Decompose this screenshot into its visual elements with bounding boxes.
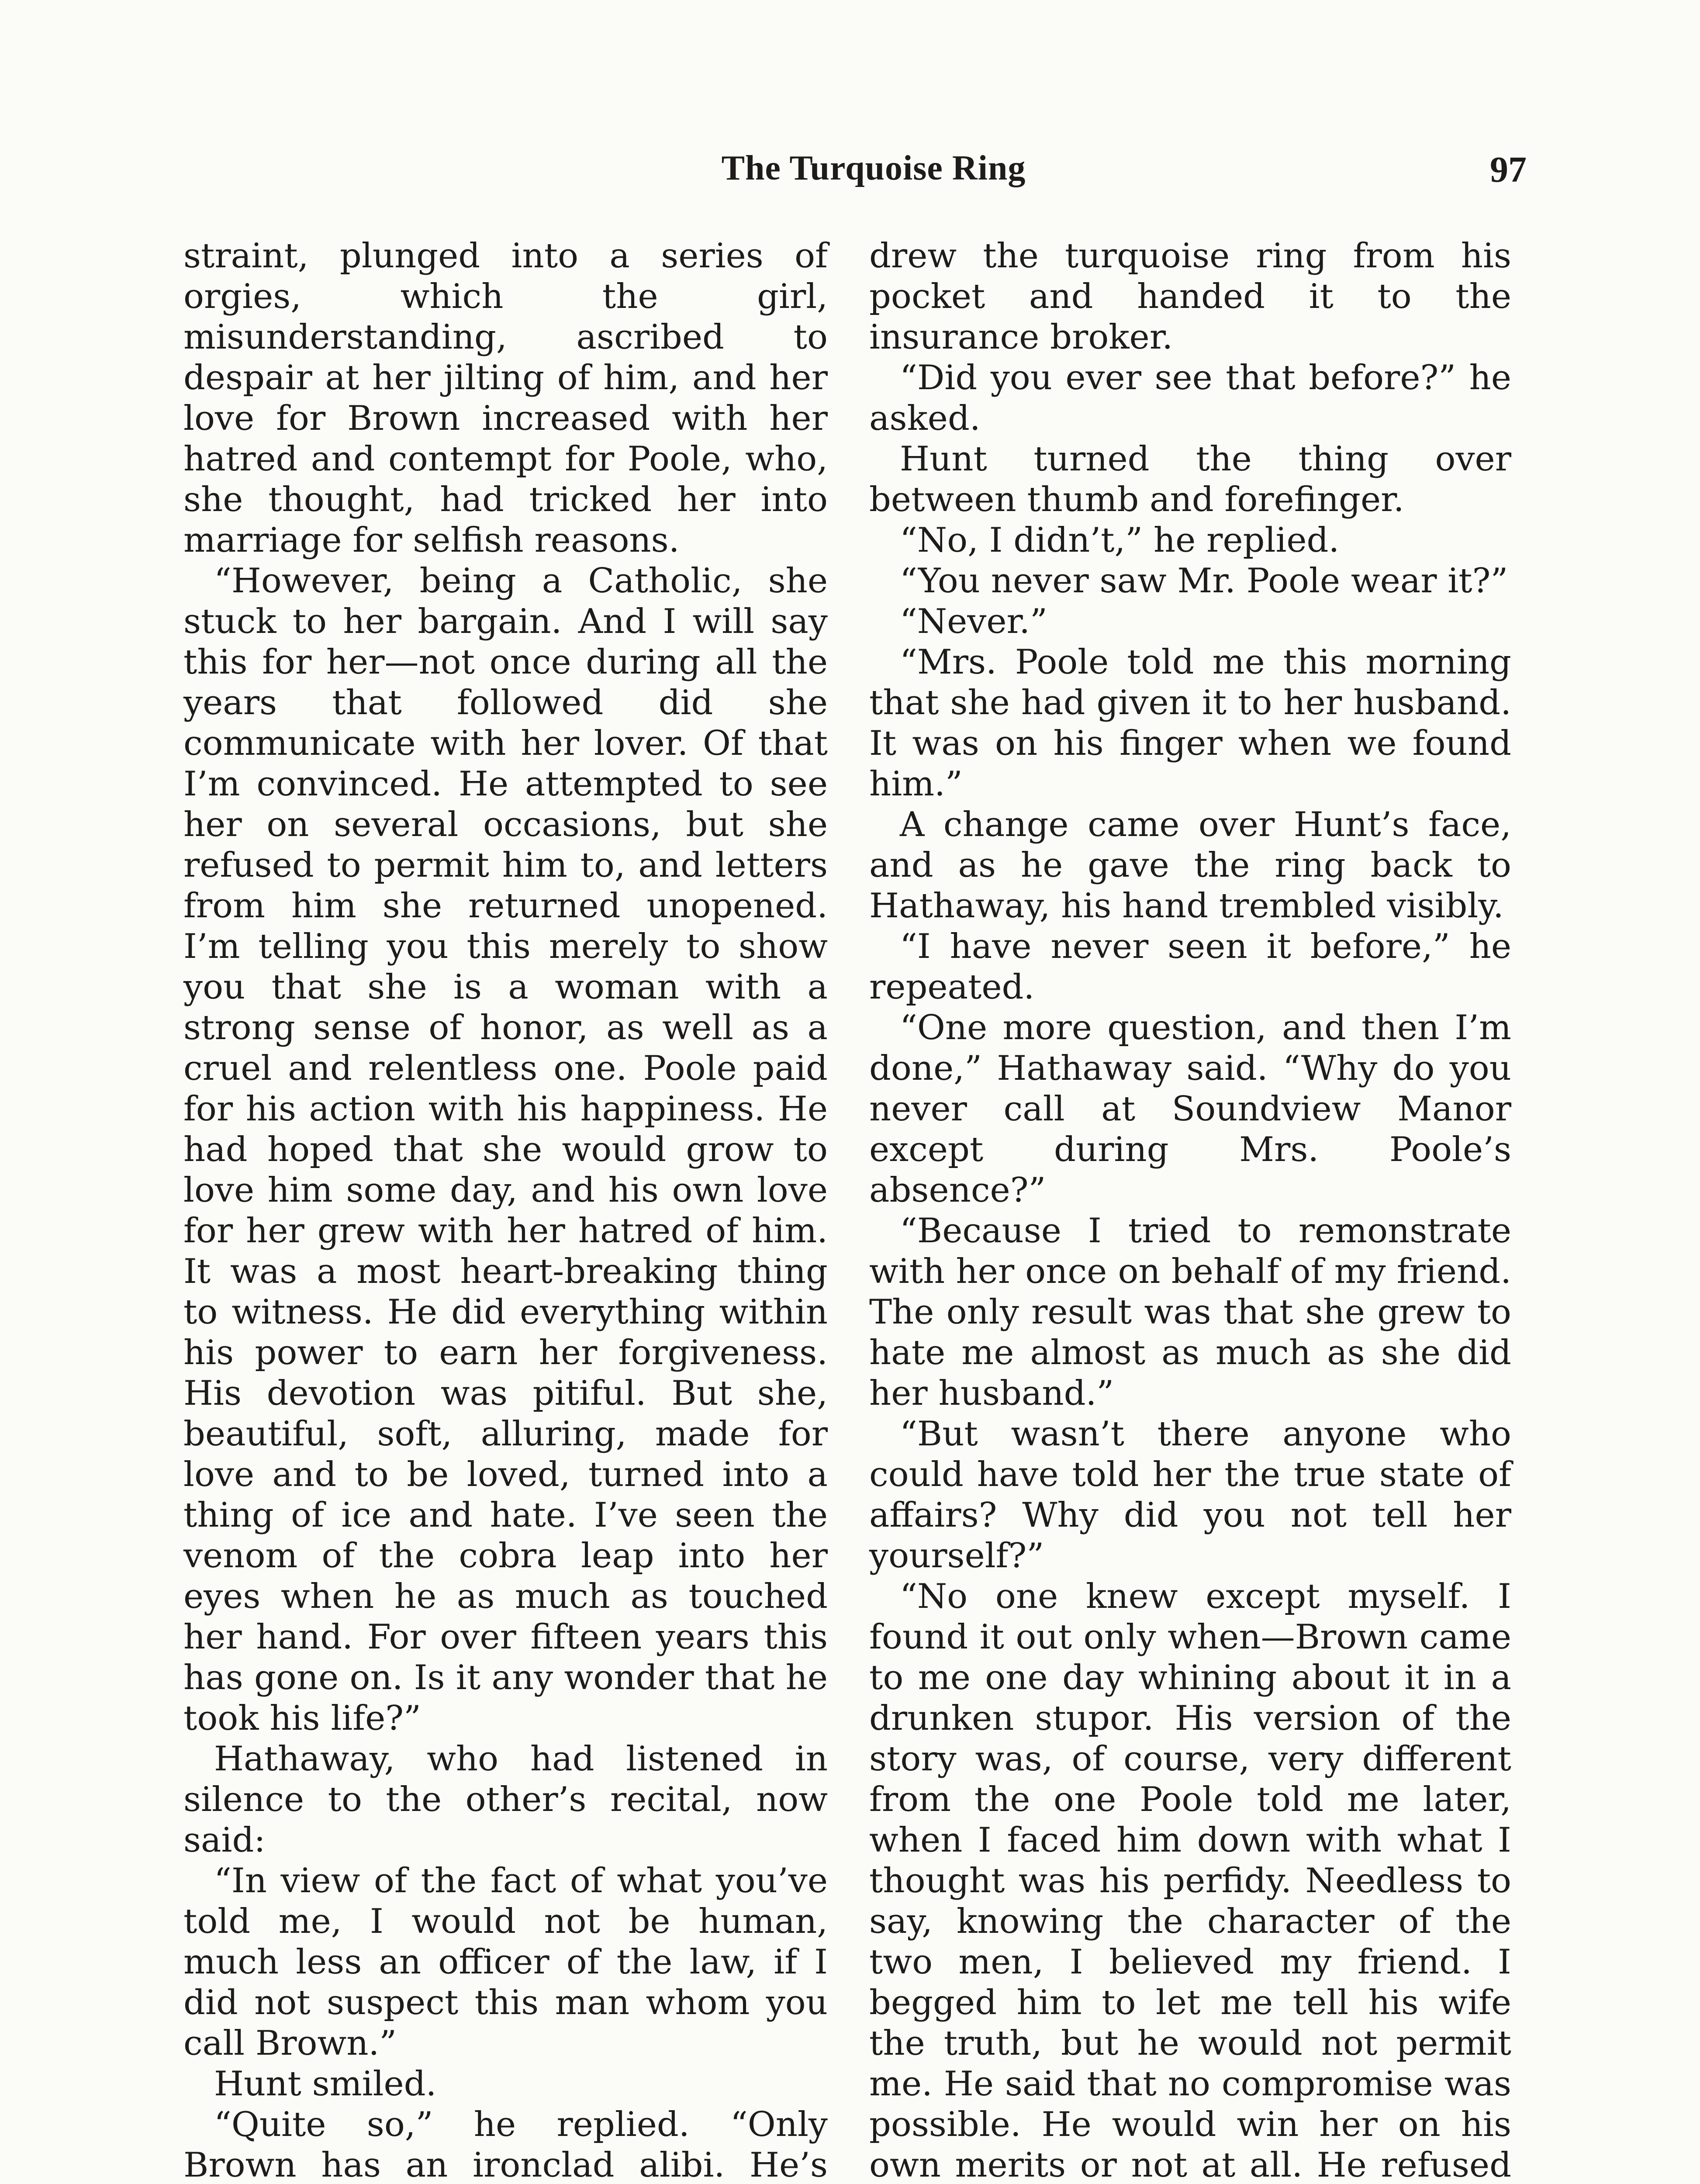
paragraph: A change came over Hunt’s face, and as he gave the ring back to Hathaway, his hand trembled visibly. <box>869 805 1511 926</box>
paragraph: “You never saw Mr. Poole wear it?” <box>900 561 1508 601</box>
paragraph: “Because I tried to remonstrate with her once on behalf of my friend. The only result was that she grew to hate me almost as much as she did her husband.” <box>869 1211 1511 1413</box>
paragraph: “Never.” <box>900 602 1047 641</box>
paragraph: Hathaway, who had listened in silence to the other’s recital, now said: <box>183 1739 828 1860</box>
paragraph: “No, I didn’t,” he replied. <box>900 521 1340 560</box>
paragraph: “However, being a Catholic, she stuck to her bargain. And I will say this for her—not once during all the years that followed did she communicate with her lover. Of that I’m convinced. He attempted to see her on several occasions, but she refused to permit him to, and letters from him she returned unopened. I’m telling you this merely to show you that she is a woman with a strong sense of honor, as well as a cruel and relentless one. Poole paid for his action with his happiness. He had hoped that she would grow to love him some day, and his own love for her grew with her hatred of him. It was a most heart-breaking thing to witness. He did everything within his power to earn her forgiveness. His devotion was pitiful. But she, beautiful, soft, alluring, made for love and to be loved, turned into a thing of ice and hate. I’ve seen the venom of the cobra leap into her eyes when he as much as touched her hand. For over fifteen years this has gone on. Is it any wonder that he took his life?” <box>183 561 828 1738</box>
paragraph: “No one knew except myself. I found it out only when—Brown came to me one day whining about it in a drunken stupor. His version of the story was, of course, very different from the one Poole told me later, when I faced him down with what I thought was his perfidy. Needless to say, knowing the character of the two men, I believed my friend. I begged him to let me tell his wife the truth, but he would not permit me. He said that no compromise was possible. He would win her on his own merits or not at all. He refused <box>869 1577 1511 2184</box>
paragraph: “Quite so,” he replied. “Only Brown has an ironclad alibi. He’s <box>183 2105 828 2184</box>
page-number: 97 <box>1490 149 1527 190</box>
paragraph: “In view of the fact of what you’ve told me, I would not be human, much less an officer of the law, if I did not suspect this man whom you call Brown.” <box>183 1861 828 2063</box>
paragraph: “I have never seen it before,” he repeated. <box>869 927 1511 1007</box>
running-title: The Turquoise Ring <box>721 149 1026 187</box>
paragraph: Hunt turned the thing over between thumb and forefinger. <box>869 439 1511 519</box>
paragraph: “Did you ever see that before?” he asked. <box>869 358 1511 438</box>
paragraph: “Mrs. Poole told me this morning that she had given it to her husband. It was on his finger when we found him.” <box>869 643 1511 804</box>
paragraph: Hunt smiled. <box>214 2064 437 2104</box>
paragraph: “But wasn’t there anyone who could have told her the true state of affairs? Why did you not tell her yourself?” <box>869 1414 1511 1576</box>
right-column <box>869 236 1511 2184</box>
paragraph: “One more question, and then I’m done,” Hathaway said. “Why do you never call at Soundview Manor except during Mrs. Poole’s absence?” <box>869 1008 1511 1210</box>
left-column <box>183 236 828 2184</box>
paragraph: straint, plunged into a series of orgies, which the girl, misunderstanding, ascribed to despair at her jilting of him, and her love for Brown increased with her hatred and contempt for Poole, who, she thought, had tricked her into marriage for selfish reasons. <box>183 236 828 560</box>
paragraph: drew the turquoise ring from his pocket and handed it to the insurance broker. <box>869 236 1511 357</box>
